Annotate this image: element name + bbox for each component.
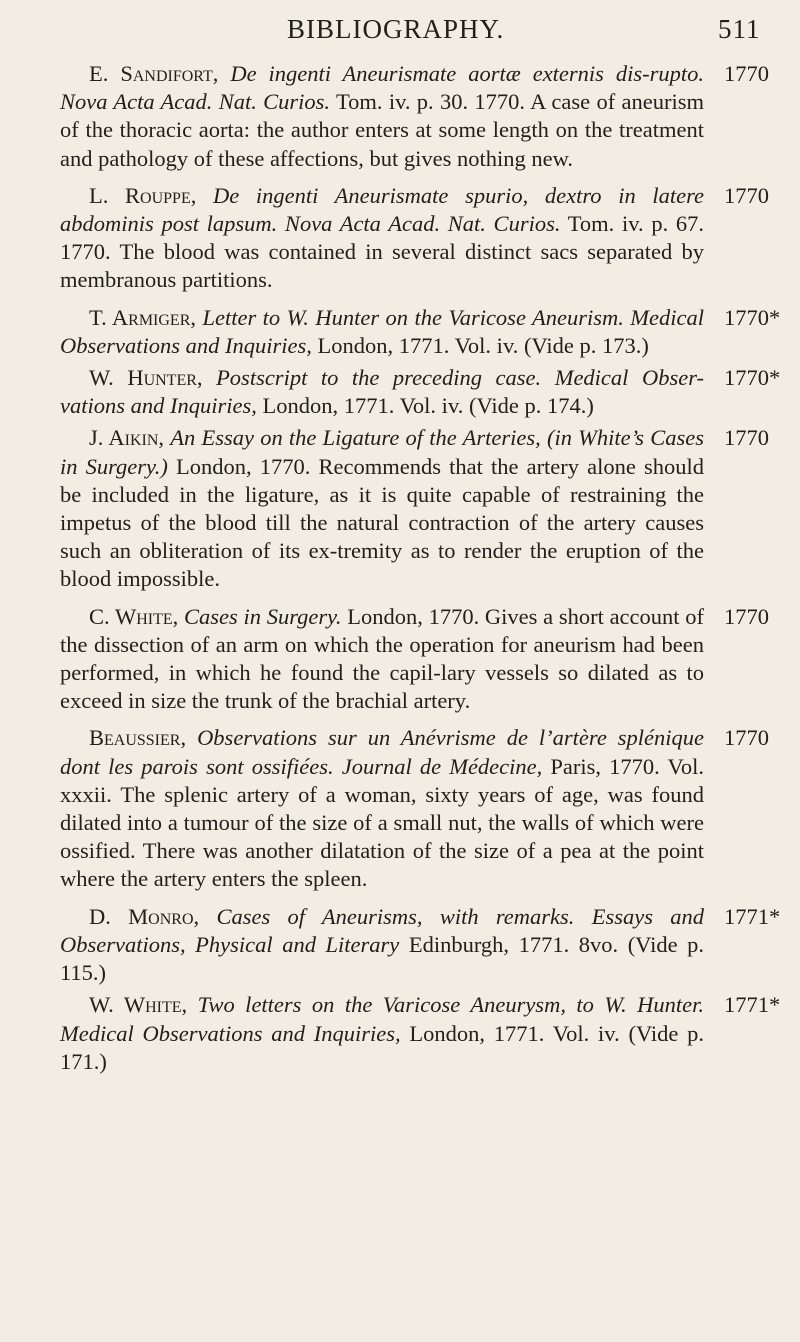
bibliography-entry [60,424,769,593]
entry-text: Tom. iv. p. 30. 1770. A case of aneurism of the thoracic aorta: the author enters at some length on the treatment and pathology of these affections, but gives nothing new. [60,89,704,171]
entry-year: 1770* [724,365,781,391]
page-number: 511 [718,14,761,44]
entry-text: London, 1771. Vol. iv. (Vide p. 174.) [262,393,594,419]
entry-year: 1770 [724,425,769,451]
entry-year: 1770 [724,725,769,751]
entry-text: Tom. iv. p. 67. 1770. The blood was contained in several distinct sacs separated by membranous partitions. [60,211,705,293]
entry-title: Letter to W. Hunter on the Varicose Aneurism. Medical Observations and Inquiries, [60,304,705,358]
entry-author: D. Monro, [89,903,200,929]
entry-text: Edinburgh, 1771. 8vo. (Vide p. 115.) [60,931,704,986]
entry-text: London, 1771. Vol. iv. (Vide p. 171.) [60,1020,704,1074]
entry-text: London, 1770. Recommends that the artery alone should be included in the ligature, as it is quite capable of restraining the impetus of the blood till the natural contraction of the artery causes such an obliteration of its ex-tremity as to render the eruption of the blood impossible. [60,453,705,592]
entry-title: Cases in Surgery. [183,603,342,629]
entry-year: 1770* [724,304,781,330]
entry-author: C. White, [89,603,179,629]
entry-author: Beaussier, [89,725,187,751]
entry-year: 1770 [724,603,769,629]
entry-author: E. Sandifort, [89,61,219,86]
entry-text: London, 1770. Gives a short account of the dissection of an arm on which the operation for aneurism had been performed, in which he found the capil-lary vessels so dilated as to exceed in size the trunk of the brachial artery. [60,603,705,714]
bibliography-entry [60,364,781,420]
entry-author: W. White, [89,992,188,1018]
running-head [0,8,800,48]
running-head-title: BIBLIOGRAPHY. [287,14,505,44]
bibliography-list [60,60,781,1080]
entry-year: 1771* [724,903,781,929]
entry-title: An Essay on the Ligature of the Arteries, (in White’s Cases in Surgery.) [60,425,704,479]
bibliography-entry [60,724,769,893]
bibliography-entry [60,182,769,295]
entry-year: 1770 [724,182,769,208]
entry-title: Cases of Aneurisms, with remarks. Essays and Observations, Physical and Literary [60,903,705,957]
entry-author: J. Aikin, [89,425,165,451]
entry-author: L. Rouppe, [89,182,197,208]
bibliography-entry [60,903,781,988]
bibliography-entry [60,304,781,360]
entry-year: 1771* [724,992,781,1018]
bibliography-entry [60,603,769,716]
entry-year: 1770 [724,61,769,86]
bibliography-entry [60,60,769,173]
entry-author: W. Hunter, [89,365,203,391]
entry-author: T. Armiger, [89,304,197,330]
entry-title: Two letters on the Varicose Aneurysm, to W. Hunter. Medical Observations and Inquiries, [60,992,705,1046]
entry-title: Observations sur un Anévrisme de l’artère splénique dont les parois sont ossifiées. Journal de Médecine, [60,725,704,779]
entry-text: London, 1771. Vol. iv. (Vide p. 173.) [317,332,649,358]
entry-title: Postscript to the preceding case. Medical Obser-vations and Inquiries, [60,365,704,419]
entry-title: De ingenti Aneurismate spurio, dextro in latere abdominis post lapsum. Nova Acta Acad. Nat. Curios. [60,182,705,237]
bibliography-entry [60,991,781,1076]
entry-title: De ingenti Aneurismate aortæ externis dis-rupto. Nova Acta Acad. Nat. Curios. [60,61,705,115]
entry-text: Paris, 1770. Vol. xxxii. The splenic artery of a woman, sixty years of age, was found dilated into a tumour of the size of a small nut, the walls of which were ossified. There was another dilatation of the size of a pea at the point where the artery enters the spleen. [60,753,704,892]
